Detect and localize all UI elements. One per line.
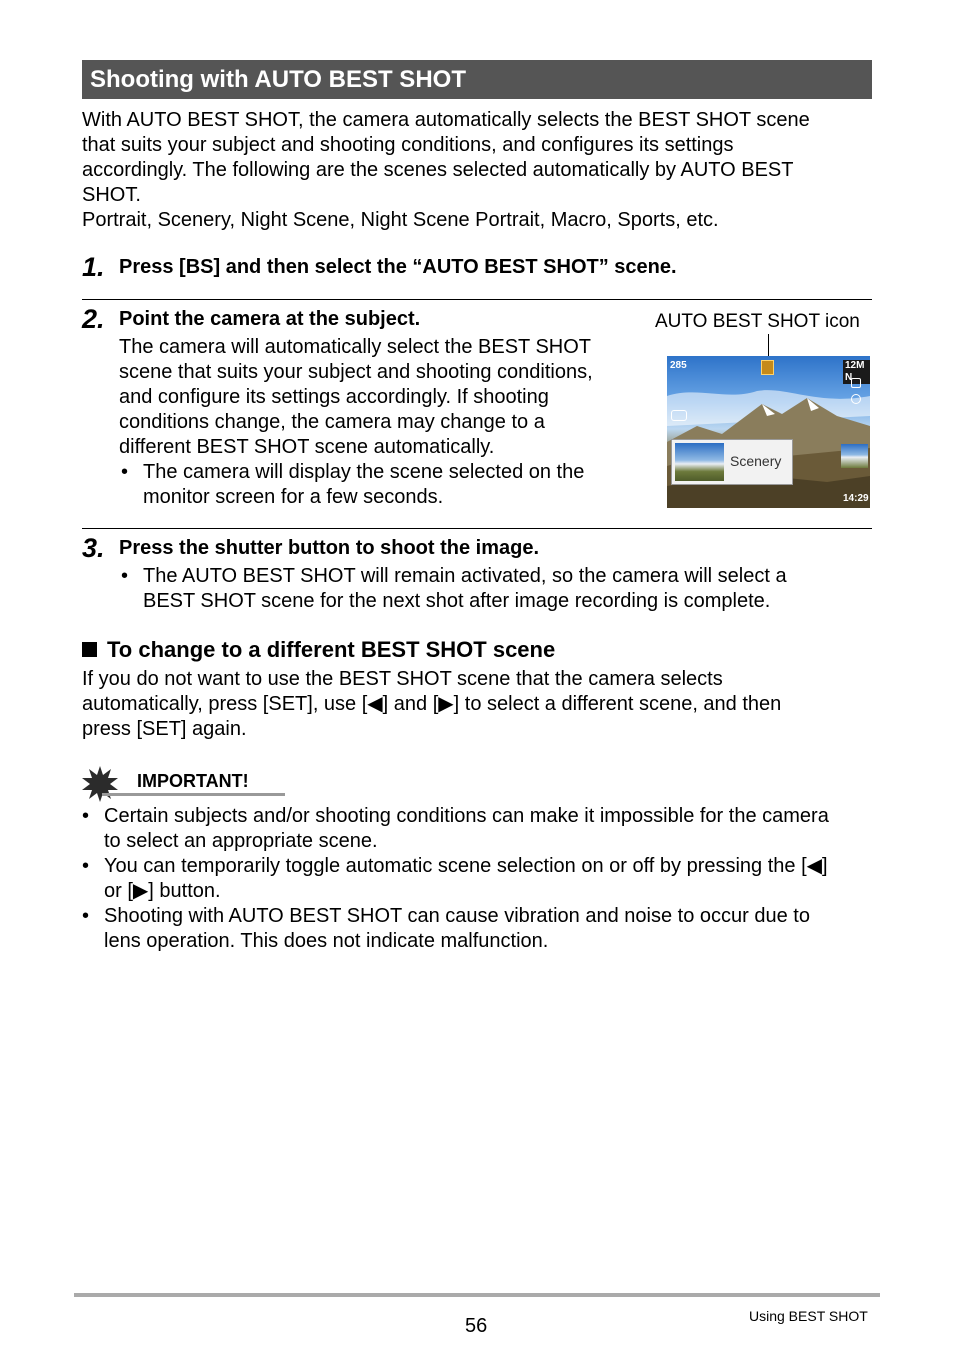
bullet-text [143,564,787,614]
scene-thumbnail [675,443,724,481]
bullet-text [143,460,584,510]
important-label: IMPORTANT! [137,771,249,791]
bullet-dot: • [82,855,90,877]
important-item-text [104,904,810,954]
intro-scene-list: Portrait, Scenery, Night Scene, Night Scene Portrait, Macro, Sports, etc. [82,209,719,231]
bullet-dot: • [82,805,90,827]
scene-name: Scenery [730,453,782,469]
important-underline [102,793,285,796]
scene-thumbnail-small [841,444,868,468]
bullet-dot: • [121,565,129,587]
step-2-line: and configure its settings accordingly. If shooting [119,386,549,408]
step-3-bullet [121,564,861,614]
camera-monitor-image [667,356,870,508]
step-2-heading: Point the camera at the subject. [119,308,421,330]
step-2-line: The camera will automatically select the BEST SHOT [119,336,592,358]
important-line: Certain subjects and/or shooting conditions can make it impossible for the camera [104,805,829,827]
step-1-heading: Press [BS] and then select the “AUTO BEST SHOT” scene. [119,256,677,278]
subsection-heading-text: To change to a different BEST SHOT scene [107,637,556,662]
step-2-bullet [121,460,621,510]
bullet-line: The camera will display the scene selected on the [143,461,585,483]
subsection-line: press [SET] again. [82,718,247,740]
step-2-number: 2. [82,304,105,334]
intro-line: accordingly. The following are the scenes selected automatically by AUTO BEST [82,159,794,181]
important-line: to select an appropriate scene. [104,830,378,852]
landscape-illustration [667,356,870,508]
bullet-dot: • [121,461,129,483]
step-2-line: scene that suits your subject and shooting conditions, [119,361,593,383]
auto-best-shot-icon-label: AUTO BEST SHOT icon [655,311,860,332]
important-item-text [104,854,828,904]
important-item [82,804,872,854]
step-divider [82,299,872,300]
intro-line: that suits your subject and shooting conditions, and configures its settings [82,134,734,156]
important-callout [82,766,287,802]
important-item-text [104,804,829,854]
bullet-line: The AUTO BEST SHOT will remain activated, so the camera will select a [143,565,787,587]
square-bullet-icon [82,642,97,657]
step-2-body [119,335,619,460]
self-timer-icon [851,394,861,404]
subsection-heading [82,636,555,663]
step-2-line: different BEST SHOT scene automatically. [119,436,495,458]
important-line: You can temporarily toggle automatic scene selection on or off by pressing the [◀] [104,855,828,877]
flash-icon [851,378,861,388]
page-number: 56 [465,1315,488,1337]
important-item [82,904,872,954]
important-line: Shooting with AUTO BEST SHOT can cause vibration and noise to occur due to [104,905,810,927]
clock: 14:29 [843,493,869,504]
scene-popup [671,439,793,485]
section-title: Shooting with AUTO BEST SHOT [82,60,872,99]
starburst-icon [82,766,118,802]
important-item [82,854,872,904]
step-divider [82,528,872,529]
subsection-paragraph [82,667,872,742]
bullet-line: BEST SHOT scene for the next shot after image recording is complete. [143,590,771,612]
footer-section-name: Using BEST SHOT [749,1308,868,1324]
step-1-number: 1. [82,252,105,282]
important-line: lens operation. This does not indicate malfunction. [104,930,549,952]
subsection-line: automatically, press [SET], use [◀] and [▶] to select a different scene, and then [82,693,782,715]
auto-best-shot-icon [761,360,774,375]
shots-remaining: 285 [670,360,687,371]
step-2-line: conditions change, the camera may change to a [119,411,545,433]
intro-paragraph [82,108,872,233]
subsection-line: If you do not want to use the BEST SHOT scene that the camera selects [82,668,723,690]
step-3-heading: Press the shutter button to shoot the image. [119,537,540,559]
bullet-dot: • [82,905,90,927]
stabilizer-icon [671,410,687,421]
important-line: or [▶] button. [104,880,221,902]
step-3-number: 3. [82,533,105,563]
intro-line: SHOT. [82,184,141,206]
intro-line: With AUTO BEST SHOT, the camera automatically selects the BEST SHOT scene [82,109,810,131]
footer-rule [74,1293,880,1297]
bullet-line: monitor screen for a few seconds. [143,486,444,508]
image-size-badge: 12M N [843,360,870,384]
